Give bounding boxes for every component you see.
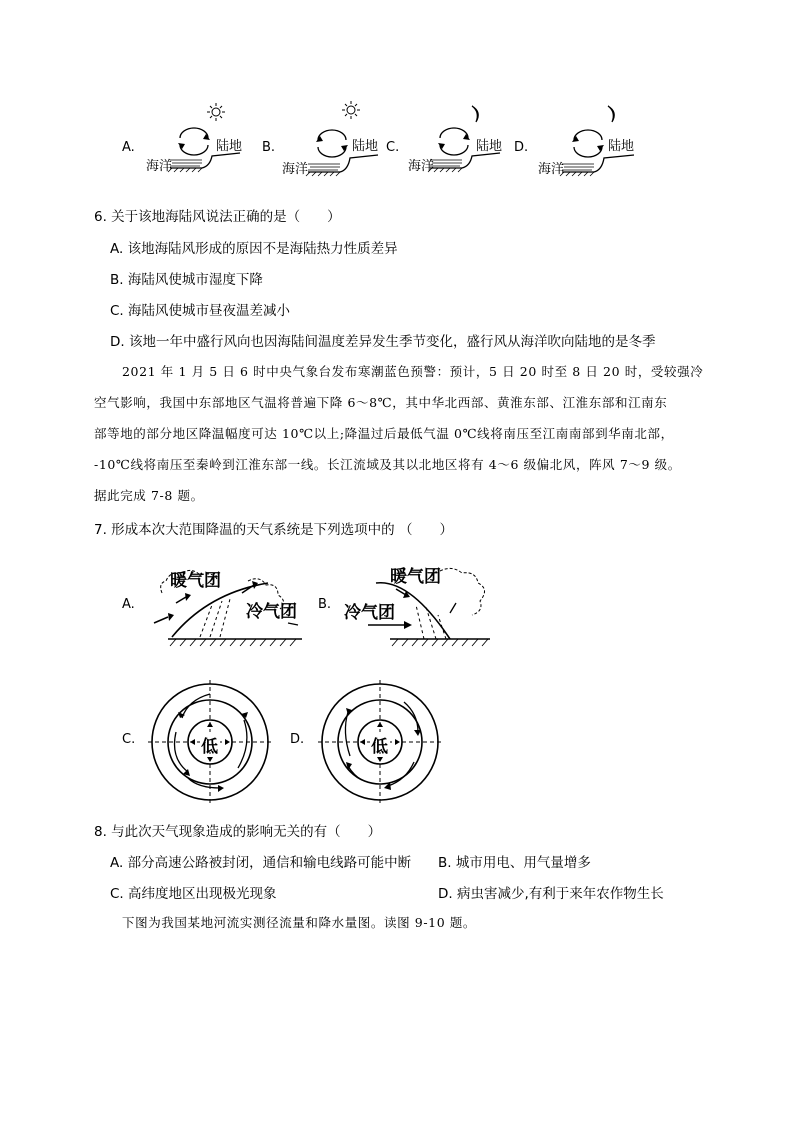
question-6-option-b: B. 海陆风使城市湿度下降 xyxy=(110,272,263,288)
sun-icon xyxy=(342,101,360,119)
passage-line-5: 据此完成 7-8 题。 xyxy=(94,488,204,503)
moon-icon xyxy=(608,106,614,122)
passage-line-1: 2021 年 1 月 5 日 6 时中央气象台发布寒潮蓝色预警：预计，5 日 20 时至 8 日 20 时，受较强冷 xyxy=(122,364,704,379)
low-pressure-label-c: 低 xyxy=(201,737,218,757)
cold-air-label-b: 冷气团 xyxy=(344,603,395,623)
passage-line-4: -10℃线将南压至秦岭到江淮东部一线。长江流域及其以北地区将有 4～6 级偏北风，阵风 7～9 级。 xyxy=(94,457,681,472)
question-7-stem: 7. 形成本次大范围降温的天气系统是下列选项中的 （ ） xyxy=(94,522,453,538)
question-6-stem: 6. 关于该地海陆风说法正确的是（ ） xyxy=(94,209,341,225)
sea-label-d: 海洋 xyxy=(538,162,565,177)
seabreeze-figure-row xyxy=(110,98,670,188)
warm-air-label-b: 暖气团 xyxy=(390,567,441,587)
question-6-option-d: D. 该地一年中盛行风向也因海陆间温度差异发生季节变化，盛行风从海洋吹向陆地的是冬季 xyxy=(110,334,656,350)
q7-option-a-label: A. xyxy=(122,597,135,612)
q7-option-b-label: B. xyxy=(318,597,332,612)
sea-label-b: 海洋 xyxy=(282,162,309,177)
low-pressure-label-d: 低 xyxy=(371,737,388,757)
question-6-option-c: C. 海陆风使城市昼夜温差减小 xyxy=(110,303,291,319)
option-c-label: C. xyxy=(386,140,400,155)
question-8-option-b: B. 城市用电、用气量增多 xyxy=(438,855,591,871)
passage-line-2: 空气影响，我国中东部地区气温将普遍下降 6～8℃，其中华北西部、黄淮东部、江淮东部和江南东 xyxy=(94,395,668,410)
sun-icon xyxy=(207,103,225,121)
option-a-label: A. xyxy=(122,140,135,155)
option-b-label: B. xyxy=(262,140,276,155)
sea-label-c: 海洋 xyxy=(408,159,435,174)
cold-air-label-a: 冷气团 xyxy=(246,602,297,622)
question-8-option-a: A. 部分高速公路被封闭，通信和输电线路可能中断 xyxy=(110,855,412,871)
question-8-stem: 8. 与此次天气现象造成的影响无关的有（ ） xyxy=(94,824,382,840)
question-6-option-a: A. 该地海陆风形成的原因不是海陆热力性质差异 xyxy=(110,241,398,257)
q7-option-d-label: D. xyxy=(290,732,305,747)
question-8-option-c: C. 高纬度地区出现极光现象 xyxy=(110,886,277,902)
passage-line-3: 部等地的部分地区降温幅度可达 10℃以上;降温过后最低气温 0℃线将南压至江南南部到华南北部， xyxy=(94,426,674,441)
sea-label-a: 海洋 xyxy=(146,159,173,174)
land-label-c: 陆地 xyxy=(476,139,503,154)
question-8-option-d: D. 病虫害减少,有利于来年农作物生长 xyxy=(438,886,664,902)
land-label-d: 陆地 xyxy=(608,139,635,154)
q7-option-c-label: C. xyxy=(122,732,136,747)
moon-icon xyxy=(472,106,478,122)
land-label-a: 陆地 xyxy=(216,139,243,154)
warm-air-label-a: 暖气团 xyxy=(170,571,221,591)
next-question-intro: 下图为我国某地河流实测径流量和降水量图。读图 9-10 题。 xyxy=(122,915,477,930)
land-label-b: 陆地 xyxy=(352,139,379,154)
option-d-label: D. xyxy=(514,140,529,155)
